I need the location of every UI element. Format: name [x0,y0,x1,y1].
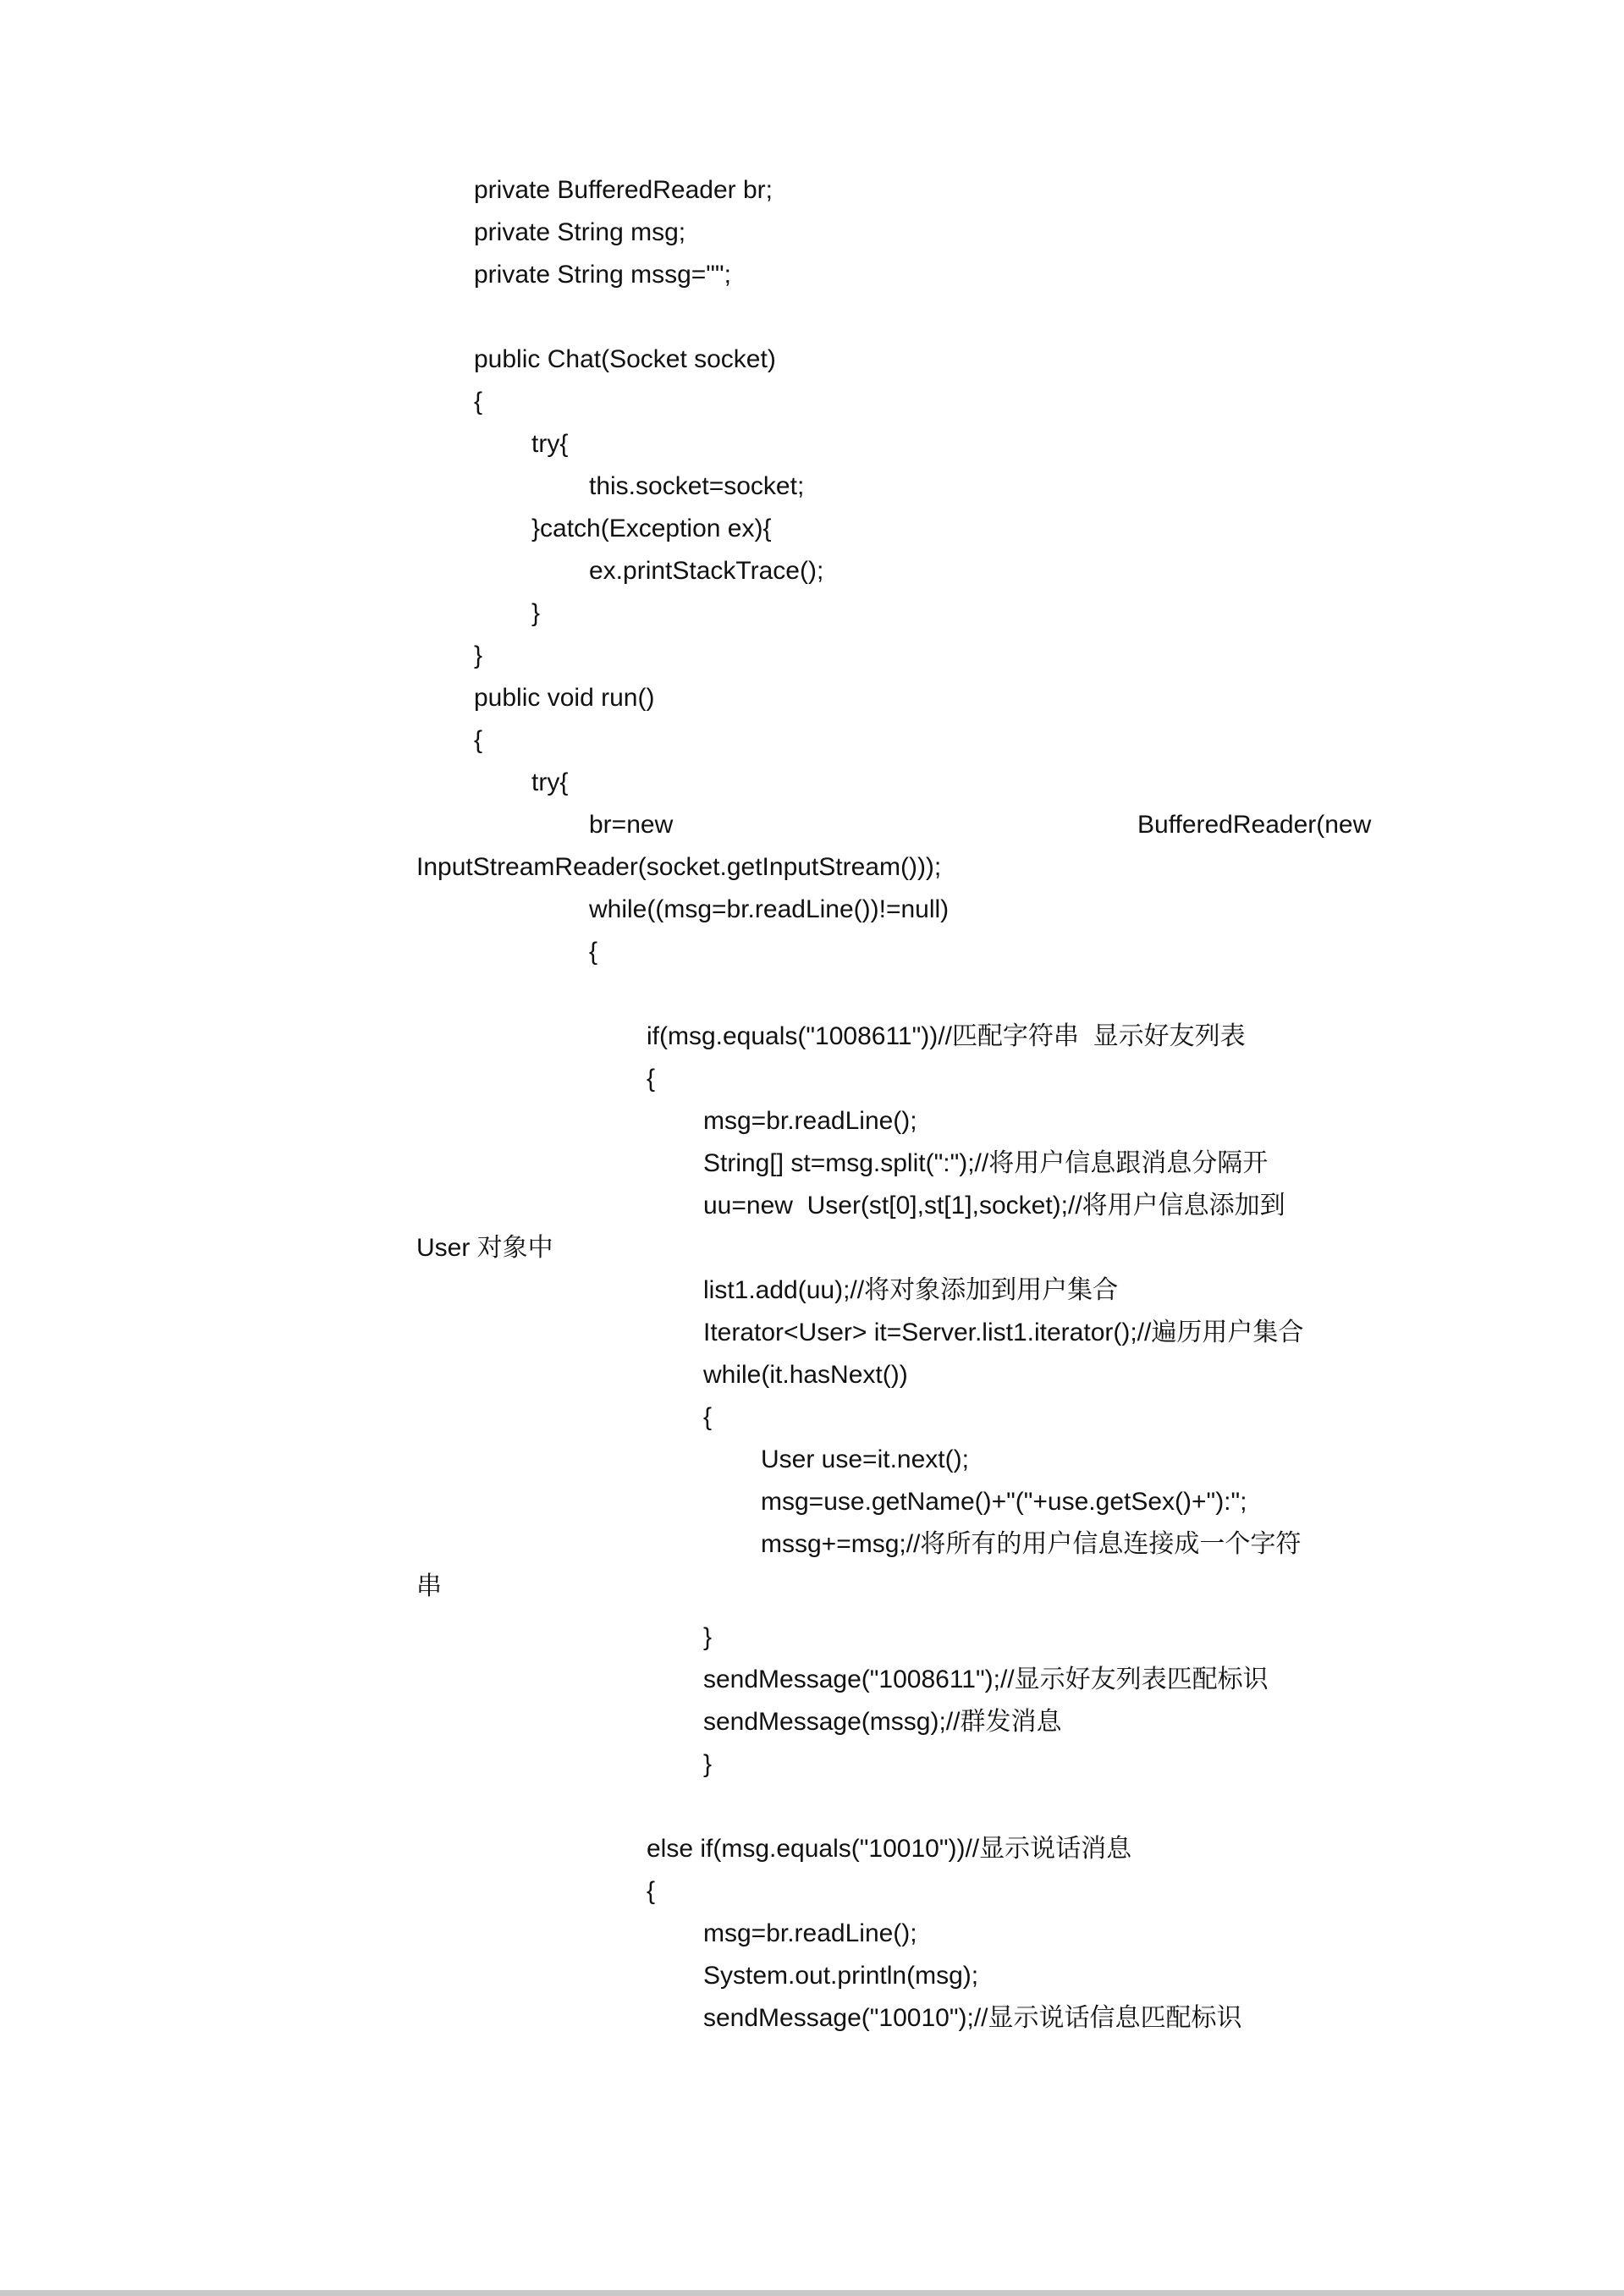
code-line: sendMessage(mssg);//群发消息 [703,1708,1062,1736]
code-line: 串 [416,1572,442,1600]
code-line: while(it.hasNext()) [703,1361,908,1389]
code-line: } [703,1623,713,1651]
code-line: try{ [531,768,569,796]
code-line: mssg+=msg;//将所有的用户信息连接成一个字符 [761,1530,1302,1558]
code-line: { [647,1065,656,1093]
code-line: uu=new User(st[0],st[1],socket);//将用户信息添加到 [703,1192,1285,1220]
code-line: sendMessage("1008611");//显示好友列表匹配标识 [703,1666,1269,1693]
code-line: public void run() [474,684,655,712]
code-line: { [703,1403,713,1431]
code-line: }catch(Exception ex){ [531,515,772,542]
code-line: private String msg; [474,218,686,246]
code-line: { [589,938,598,966]
code-line: } [703,1750,713,1778]
code-line: msg=br.readLine(); [703,1107,917,1135]
code-line: this.socket=socket; [589,472,805,500]
code-line: private BufferedReader br; [474,176,773,204]
code-line: User 对象中 [416,1234,553,1262]
code-line: { [647,1877,656,1905]
code-line: msg=use.getName()+"("+use.getSex()+"):"; [761,1488,1247,1516]
code-line: { [474,388,483,416]
code-line: sendMessage("10010");//显示说话信息匹配标识 [703,2004,1242,2032]
code-line: msg=br.readLine(); [703,1919,917,1947]
code-line: private String mssg=""; [474,261,731,289]
code-line: br=new [589,811,674,839]
code-line: if(msg.equals("1008611"))//匹配字符串 显示好友列表 [647,1022,1246,1050]
code-line: public Chat(Socket socket) [474,345,776,373]
code-line: } [474,641,483,669]
code-line: BufferedReader(new [1137,811,1372,839]
code-line: ex.printStackTrace(); [589,557,824,585]
code-line: { [474,726,483,754]
code-line: else if(msg.equals("10010"))//显示说话消息 [647,1835,1132,1863]
code-line: try{ [531,430,569,458]
code-line: list1.add(uu);//将对象添加到用户集合 [703,1276,1119,1304]
code-line: User use=it.next(); [761,1445,969,1473]
page-bottom-edge [0,2290,1624,2296]
code-line: Iterator<User> it=Server.list1.iterator();//遍历用户集合 [703,1319,1304,1346]
code-line: while((msg=br.readLine())!=null) [589,895,950,923]
code-line: } [531,599,541,627]
code-line: String[] st=msg.split(":");//将用户信息跟消息分隔开 [703,1149,1269,1177]
code-line: System.out.println(msg); [703,1962,979,1990]
code-line: InputStreamReader(socket.getInputStream())); [416,853,942,881]
